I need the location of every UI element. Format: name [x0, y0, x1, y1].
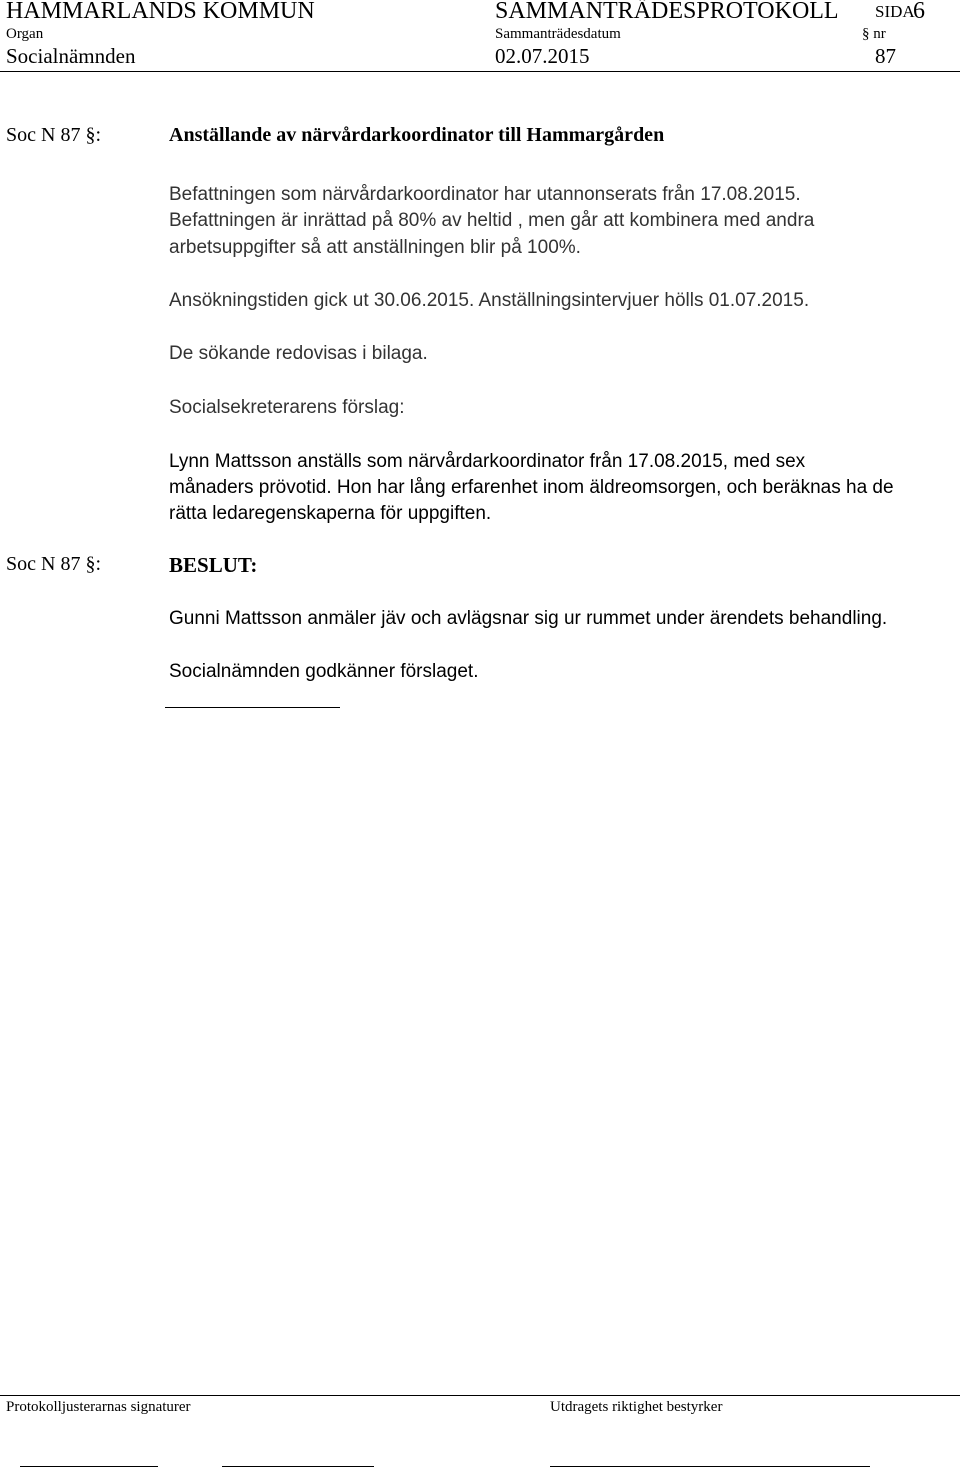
municipality-name: HAMMARLANDS KOMMUN — [6, 0, 315, 24]
nr-label: § nr — [862, 26, 886, 42]
decision-line: Socialnämnden godkänner förslaget. — [169, 661, 479, 682]
page-number: 6 — [913, 0, 925, 24]
date-value: 02.07.2015 — [495, 44, 590, 68]
organ-label: Organ — [6, 26, 44, 42]
organ-value: Socialnämnden — [6, 44, 136, 68]
proposal-line: rätta ledaregenskaperna för uppgiften. — [169, 503, 492, 524]
nr-value: 87 — [875, 44, 896, 68]
protocol-title: SAMMANTRÄDESPROTOKOLL — [495, 0, 839, 24]
paragraph-line: De sökande redovisas i bilaga. — [169, 343, 428, 364]
section-ref: Soc N 87 §: — [6, 124, 101, 146]
decision-heading: BESLUT: — [169, 553, 258, 577]
proposal-heading: Socialsekreterarens förslag: — [169, 397, 405, 418]
decision-ref: Soc N 87 §: — [6, 553, 101, 575]
page-label: SIDA — [875, 2, 915, 21]
paragraph-line: Befattningen är inrättad på 80% av heltid , men går att kombinera med andra — [169, 210, 815, 231]
header-rule — [0, 71, 960, 72]
paragraph-line: arbetsuppgifter så att anställningen blir på 100%. — [169, 237, 581, 258]
signature-line — [222, 1466, 374, 1467]
date-label: Sammanträdesdatum — [495, 26, 621, 42]
signature-line — [20, 1466, 158, 1467]
signatures-label: Protokolljusterarnas signaturer — [6, 1399, 191, 1415]
proposal-line: månaders prövotid. Hon har lång erfarenhet inom äldreomsorgen, och beräknas ha de — [169, 477, 894, 498]
certification-line — [550, 1466, 870, 1467]
footer-rule — [0, 1395, 960, 1396]
certified-label: Utdragets riktighet bestyrker — [550, 1399, 723, 1415]
section-title: Anställande av närvårdarkoordinator till Hammargården — [169, 124, 665, 146]
paragraph-line: Befattningen som närvårdarkoordinator har utannonserats från 17.08.2015. — [169, 184, 801, 205]
decision-line: Gunni Mattsson anmäler jäv och avlägsnar sig ur rummet under ärendets behandling. — [169, 608, 888, 629]
proposal-line: Lynn Mattsson anställs som närvårdarkoordinator från 17.08.2015, med sex — [169, 451, 806, 472]
paragraph-line: Ansökningstiden gick ut 30.06.2015. Anställningsintervjuer hölls 01.07.2015. — [169, 290, 810, 311]
end-rule — [165, 707, 340, 708]
